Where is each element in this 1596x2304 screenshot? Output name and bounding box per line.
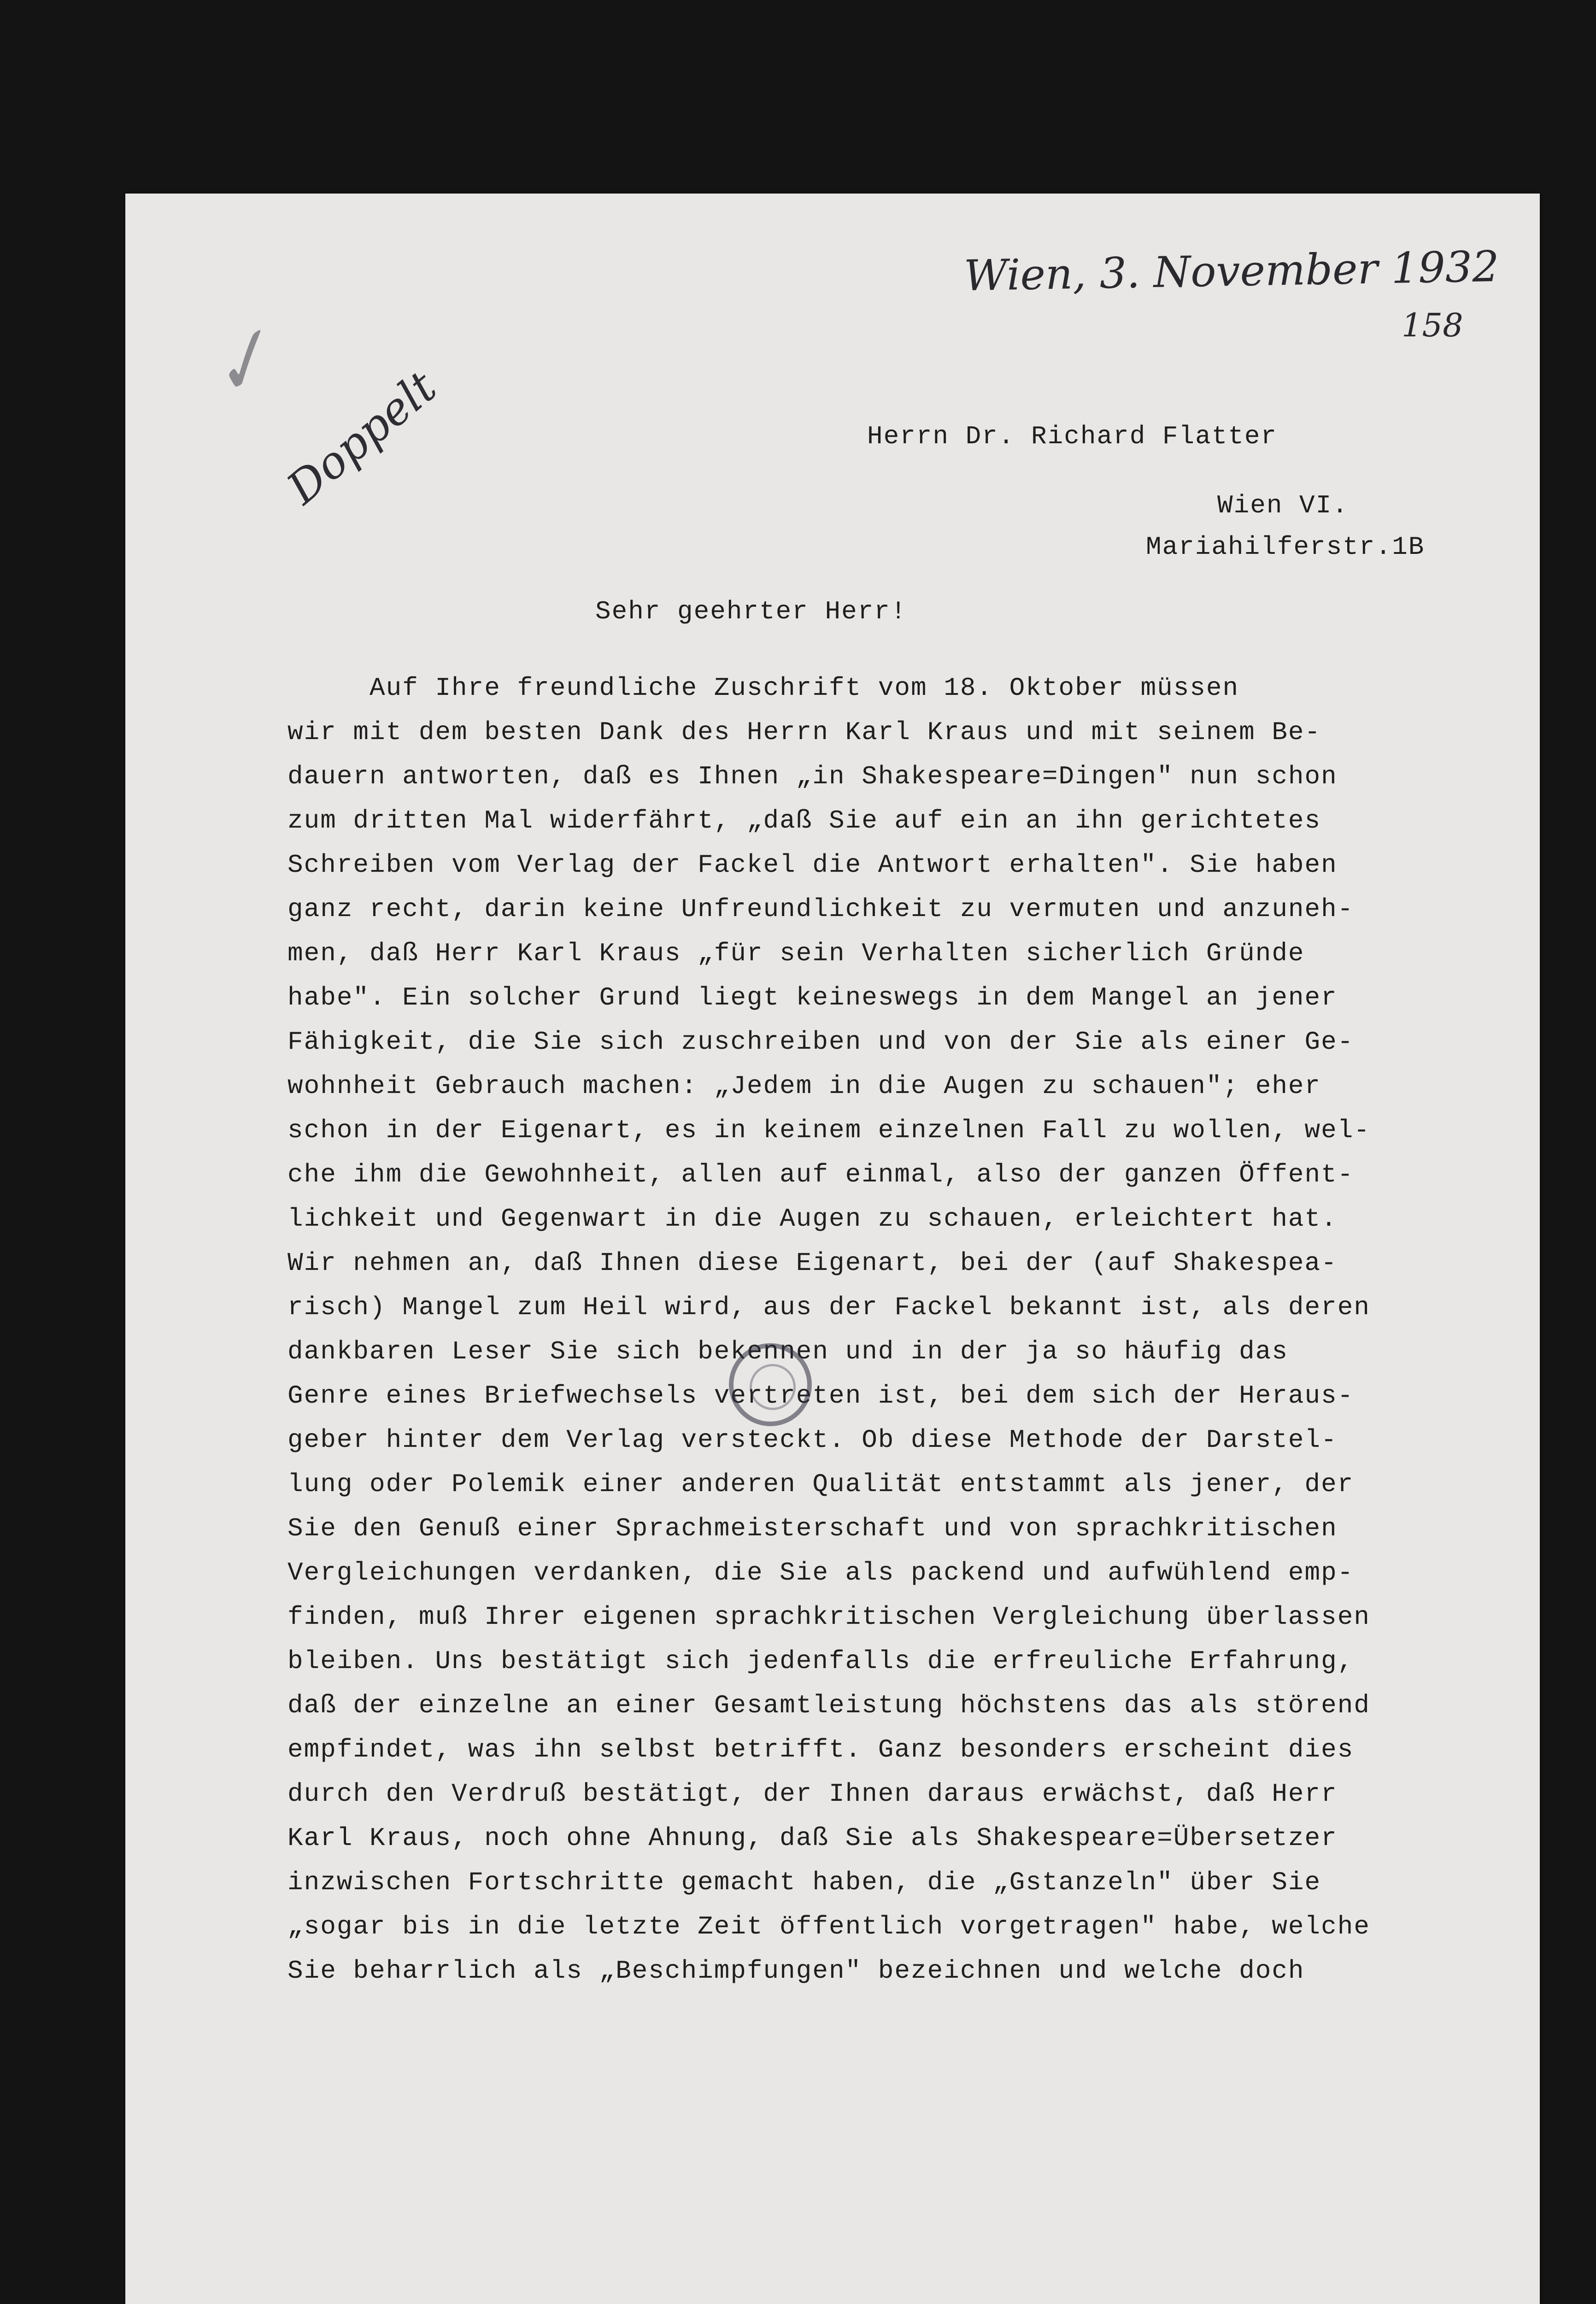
body-line: Sie beharrlich als „Beschimpfungen" bezeichnen und welche doch — [288, 1956, 1305, 1986]
body-line: durch den Verdruß bestätigt, der Ihnen daraus erwächst, daß Herr — [288, 1779, 1338, 1809]
recipient-name: Herrn Dr. Richard Flatter — [867, 422, 1278, 451]
body-line: dankbaren Leser Sie sich bekennen und in der ja so häufig das — [288, 1337, 1288, 1366]
body-line: risch) Mangel zum Heil wird, aus der Fackel bekannt ist, als deren — [288, 1293, 1370, 1322]
body-line: bleiben. Uns bestätigt sich jedenfalls die erfreuliche Erfahrung, — [288, 1646, 1354, 1676]
body-line: habe". Ein solcher Grund liegt keineswegs in dem Mangel an jener — [288, 983, 1338, 1012]
body-line: wohnheit Gebrauch machen: „Jedem in die Augen zu schauen"; eher — [288, 1071, 1321, 1101]
body-line: Karl Kraus, noch ohne Ahnung, daß Sie als Shakespeare=Übersetzer — [288, 1823, 1338, 1853]
body-line: ganz recht, darin keine Unfreundlichkeit zu vermuten und anzuneh- — [288, 894, 1354, 924]
body-line: Vergleichungen verdanken, die Sie als packend und aufwühlend emp- — [288, 1558, 1354, 1587]
body-line: Wir nehmen an, daß Ihnen diese Eigenart, bei der (auf Shakespea- — [288, 1248, 1338, 1278]
body-line: finden, muß Ihrer eigenen sprachkritischen Vergleichung überlassen — [288, 1602, 1370, 1632]
recipient-city: Wien VI. — [1217, 491, 1349, 520]
body-line: Auf Ihre freundliche Zuschrift vom 18. Oktober müssen — [288, 673, 1239, 703]
archive-stamp-icon — [729, 1343, 812, 1426]
body-line: Fähigkeit, die Sie sich zuschreiben und von der Sie als einer Ge- — [288, 1027, 1354, 1057]
body-line: lung oder Polemik einer anderen Qualität entstammt als jener, der — [288, 1469, 1354, 1499]
pencil-check-mark-icon: ✓ — [192, 308, 290, 419]
body-line: zum dritten Mal widerfährt, „daß Sie auf ein an ihn gerichtetes — [288, 806, 1321, 835]
salutation: Sehr geehrter Herr! — [595, 597, 907, 626]
body-line: Genre eines Briefwechsels vertreten ist, bei dem sich der Heraus- — [288, 1381, 1354, 1411]
recipient-street: Mariahilferstr.1B — [1146, 532, 1425, 562]
body-line: „sogar bis in die letzte Zeit öffentlich vorgetragen" habe, welche — [288, 1912, 1370, 1941]
body-line: inzwischen Fortschritte gemacht haben, die „Gstanzeln" über Sie — [288, 1868, 1321, 1897]
letter-body — [288, 666, 1522, 1993]
body-line: geber hinter dem Verlag versteckt. Ob diese Methode der Darstel- — [288, 1425, 1338, 1455]
body-line: che ihm die Gewohnheit, allen auf einmal, also der ganzen Öffent- — [288, 1160, 1354, 1189]
folio-number: 158 — [1402, 306, 1463, 344]
body-line: men, daß Herr Karl Kraus „für sein Verhalten sicherlich Gründe — [288, 939, 1305, 968]
body-line: daß der einzelne an einer Gesamtleistung höchstens das als störend — [288, 1691, 1370, 1720]
body-line: lichkeit und Gegenwart in die Augen zu schauen, erleichtert hat. — [288, 1204, 1338, 1234]
body-line: wir mit dem besten Dank des Herrn Karl Kraus und mit seinem Be- — [288, 717, 1321, 747]
body-line: dauern antworten, daß es Ihnen „in Shakespeare=Dingen" nun schon — [288, 762, 1338, 791]
handwritten-date: Wien, 3. November 1932 — [963, 241, 1500, 301]
body-line: empfindet, was ihn selbst betrifft. Ganz besonders erscheint dies — [288, 1735, 1354, 1764]
body-line: Schreiben vom Verlag der Fackel die Antwort erhalten". Sie haben — [288, 850, 1338, 880]
margin-note-doppelt: Doppelt — [277, 361, 446, 514]
body-line: Sie den Genuß einer Sprachmeisterschaft und von sprachkritischen — [288, 1514, 1338, 1543]
body-line: schon in der Eigenart, es in keinem einzelnen Fall zu wollen, wel- — [288, 1116, 1370, 1145]
letter-page — [125, 194, 1540, 2304]
